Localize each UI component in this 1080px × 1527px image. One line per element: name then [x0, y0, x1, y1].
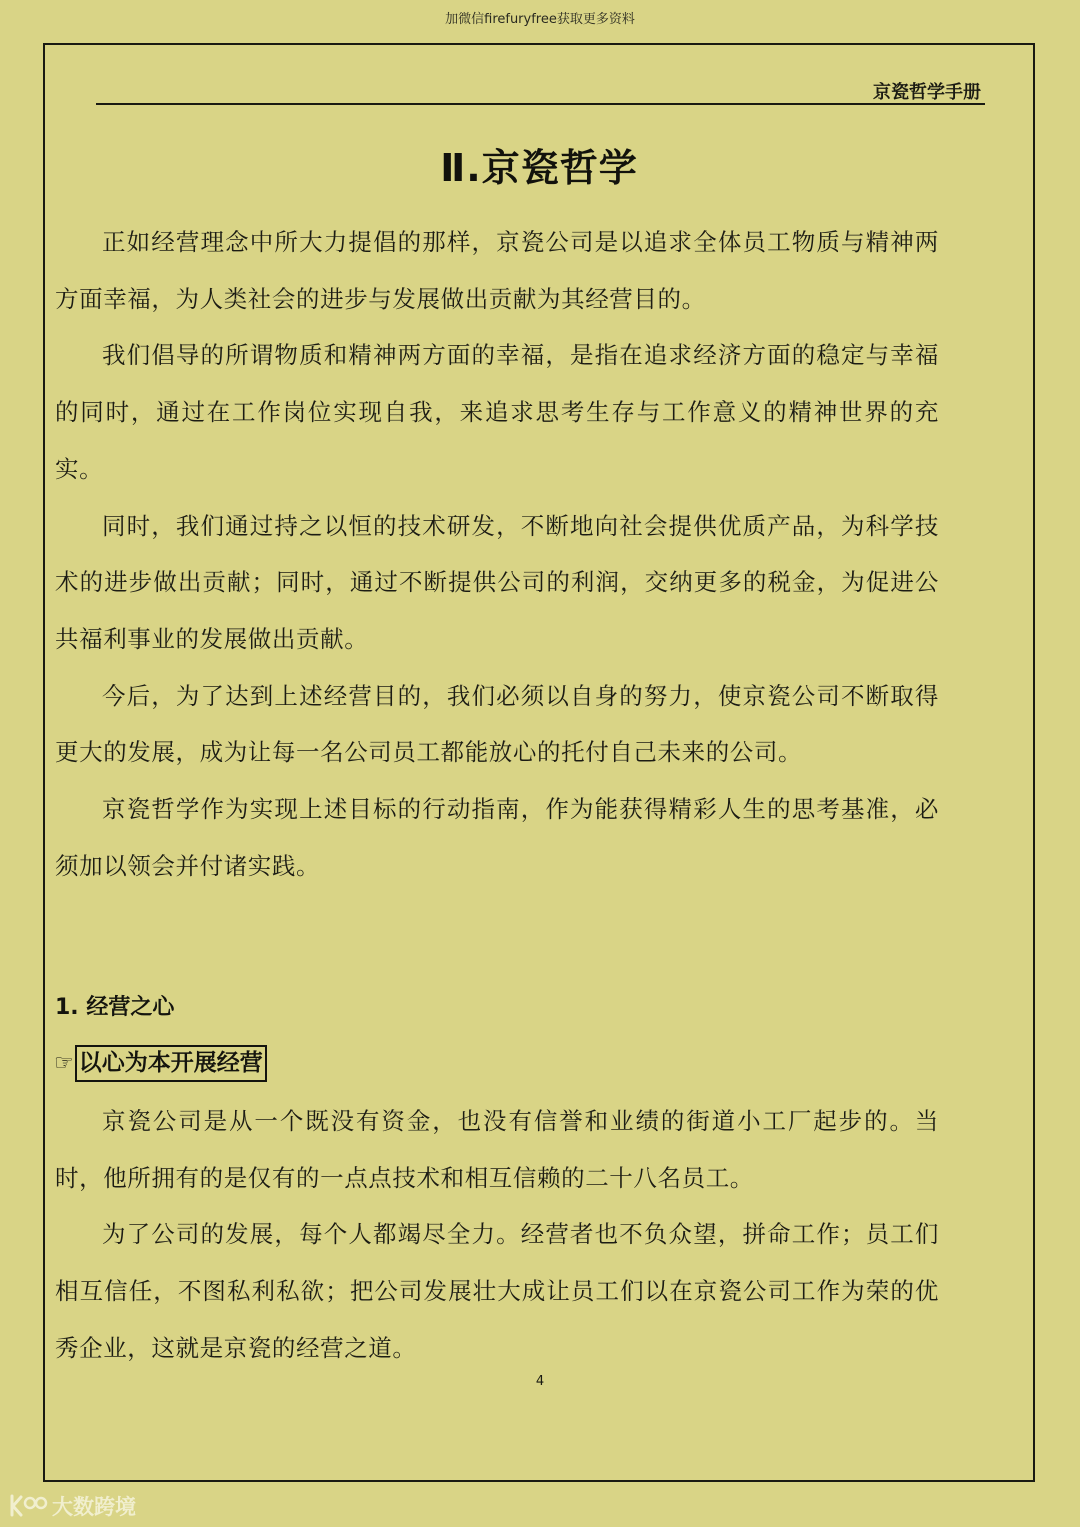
paragraph: 为了公司的发展，每个人都竭尽全力。经营者也不负众望，拼命工作；员工们相互信任，不图私利私欲；把公司发展壮大成让员工们以在京瓷公司工作为荣的优秀企业，这就是京瓷的经营之道。: [55, 1220, 939, 1362]
paragraph: 今后，为了达到上述经营目的，我们必须以自身的努力，使京瓷公司不断取得更大的发展，成为让每一名公司员工都能放心的托付自己未来的公司。: [55, 681, 939, 767]
header-rule: [96, 103, 985, 105]
subheading-row: [54, 1045, 267, 1082]
paragraph: 京瓷公司是从一个既没有资金，也没有信誉和业绩的街道小工厂起步的。当时，他所拥有的是仅有的一点点技术和相互信赖的二十八名员工。: [55, 1107, 939, 1192]
chapter-title: Ⅱ.京瓷哲学: [440, 146, 638, 190]
paragraph: 京瓷哲学作为实现上述目标的行动指南，作为能获得精彩人生的思考基准，必须加以领会并付诸实践。: [55, 795, 939, 880]
paragraph: 正如经营理念中所大力提倡的那样，京瓷公司是以追求全体员工物质与精神两方面幸福，为人类社会的进步与发展做出贡献为其经营目的。: [55, 228, 939, 313]
paragraph: 我们倡导的所谓物质和精神两方面的幸福，是指在追求经济方面的稳定与幸福的同时，通过在工作岗位实现自我，来追求思考生存与工作意义的精神世界的充实。: [55, 341, 939, 483]
watermark: [8, 1491, 136, 1521]
page-number: 4: [535, 1374, 545, 1389]
intro-body: [55, 214, 939, 894]
pointing-hand-icon: ☞: [54, 1050, 74, 1076]
section-heading: 1. 经营之心: [55, 995, 175, 1020]
paragraph: 同时，我们通过持之以恒的技术研发，不断地向社会提供优质产品，为科学技术的进步做出贡献；同时，通过不断提供公司的利润，交纳更多的税金，为促进公共福利事业的发展做出贡献。: [55, 511, 939, 653]
top-note: 加微信firefuryfree获取更多资料: [445, 12, 635, 27]
watermark-text: 大数跨境: [52, 1495, 136, 1519]
section-body: [55, 1093, 939, 1377]
running-head: 京瓷哲学手册: [873, 82, 981, 103]
boxed-subheading: 以心为本开展经营: [75, 1045, 267, 1082]
kao-logo-icon: [8, 1493, 48, 1519]
